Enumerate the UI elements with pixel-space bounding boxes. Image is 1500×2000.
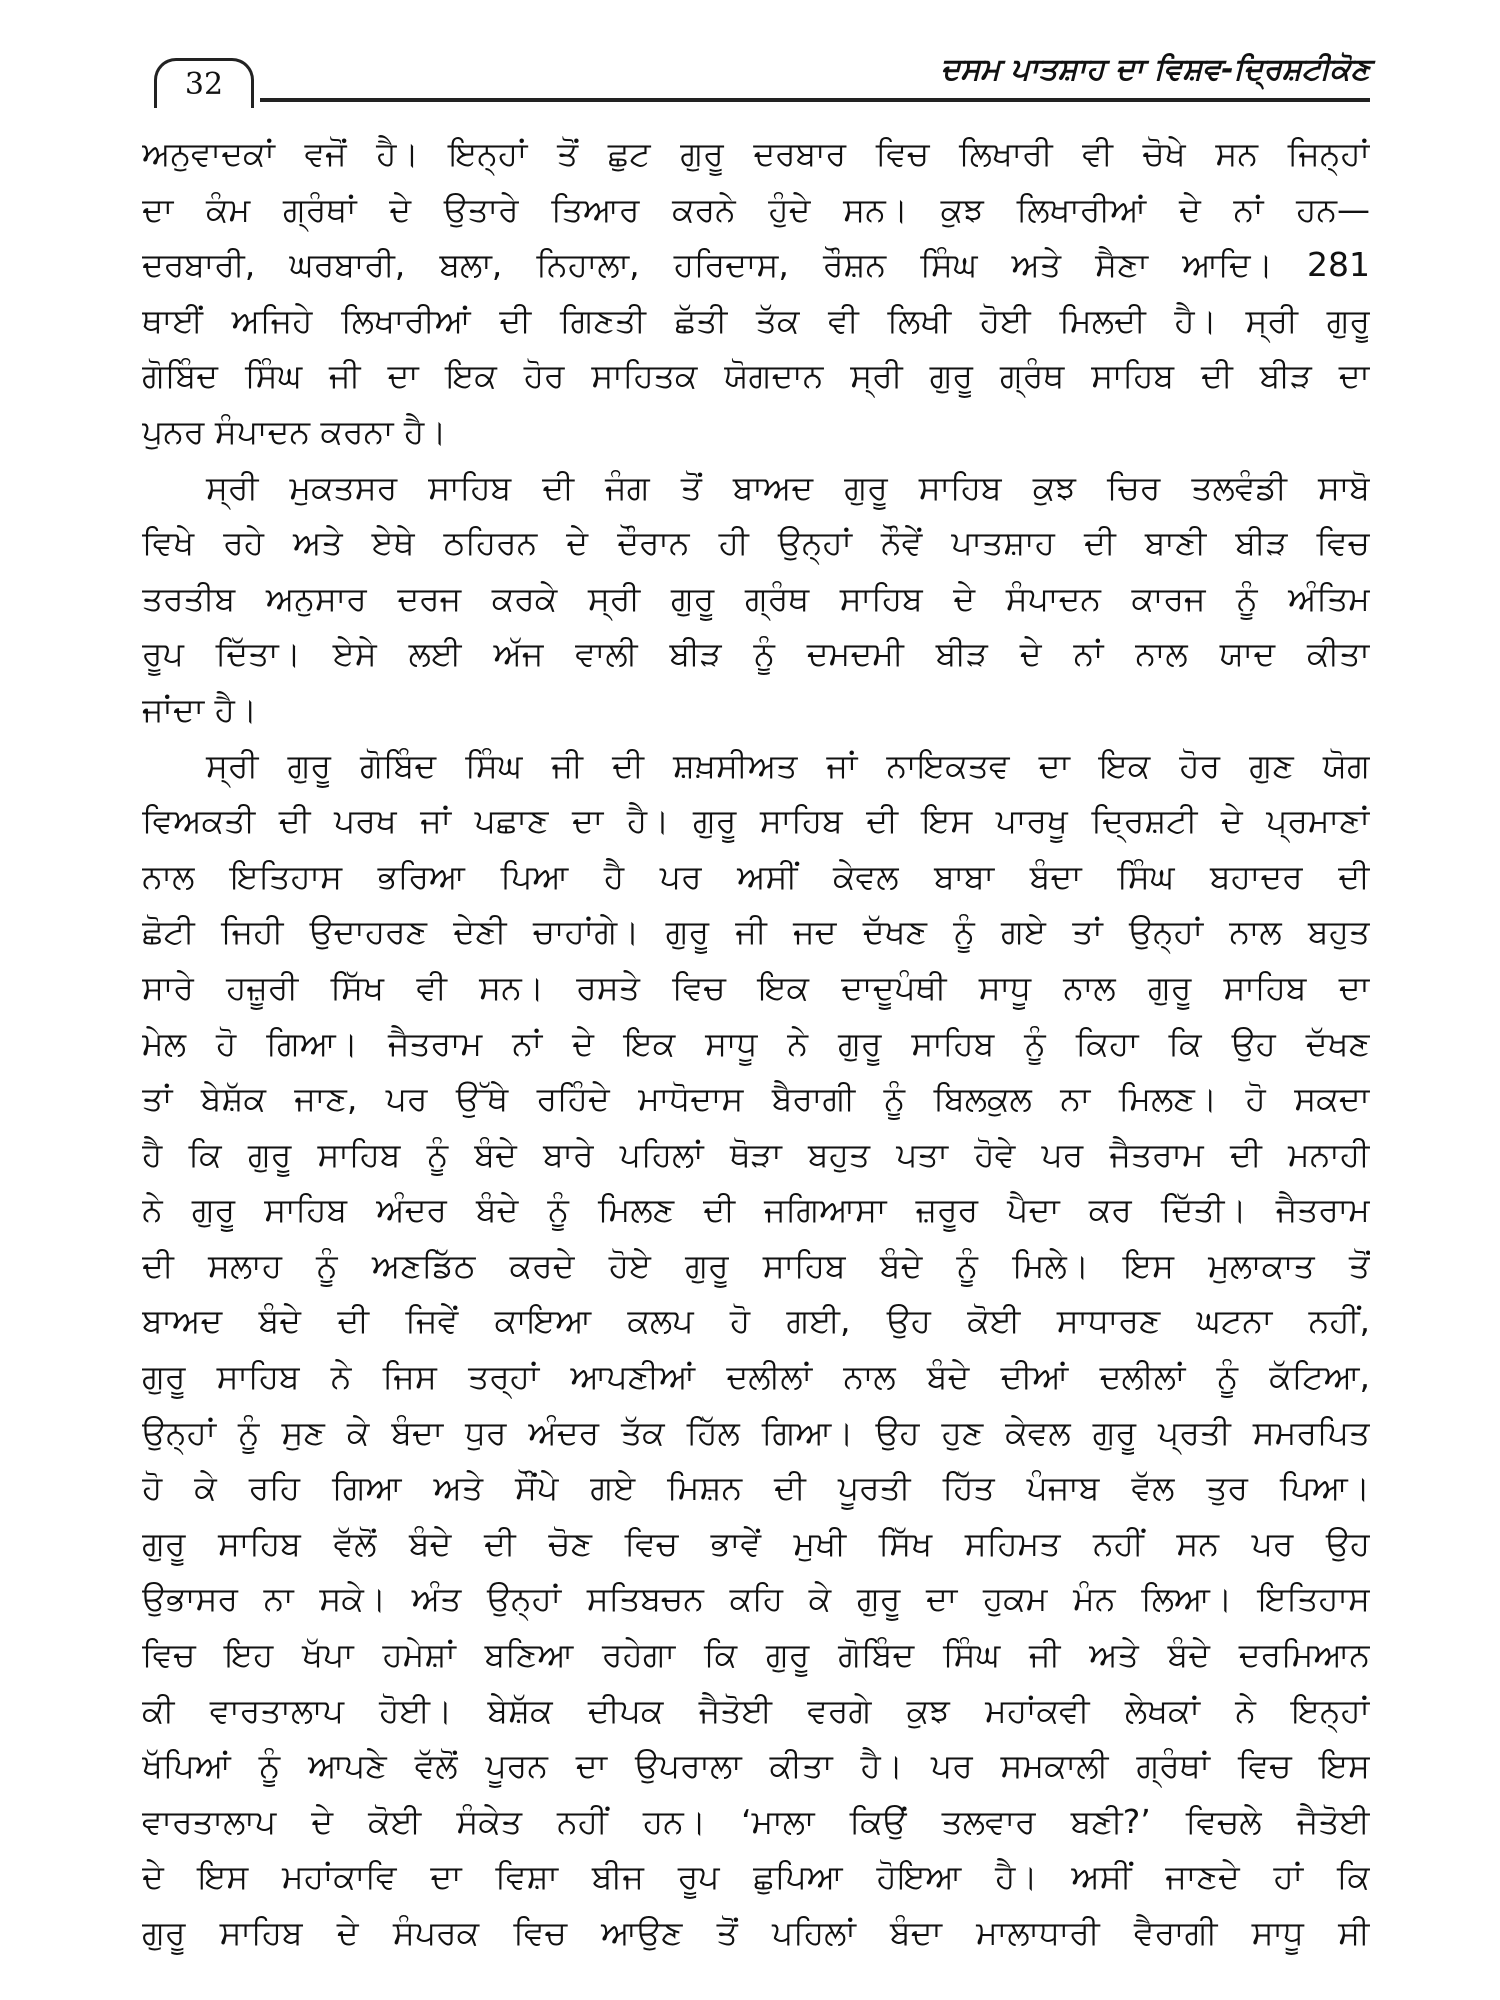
text-line: ਰੂਪ ਦਿੱਤਾ। ਏਸੇ ਲਈ ਅੱਜ ਵਾਲੀ ਬੀੜ ਨੂੰ ਦਮਦਮੀ ਬੀੜ ਦੇ ਨਾਂ ਨਾਲ ਯਾਦ ਕੀਤਾ: [142, 634, 1370, 674]
text-line: ਕੀ ਵਾਰਤਾਲਾਪ ਹੋਈ। ਬੇਸ਼ੱਕ ਦੀਪਕ ਜੈਤੋਈ ਵਰਗੇ ਕੁਝ ਮਹਾਂਕਵੀ ਲੇਖਕਾਂ ਨੇ ਇਨ੍ਹਾਂ: [142, 1690, 1370, 1730]
text-line: ਵਿਚ ਇਹ ਖੱਪਾ ਹਮੇਸ਼ਾਂ ਬਣਿਆ ਰਹੇਗਾ ਕਿ ਗੁਰੂ ਗੋਬਿੰਦ ਸਿੰਘ ਜੀ ਅਤੇ ਬੰਦੇ ਦਰਮਿਆਨ: [142, 1635, 1370, 1675]
text-line: ਖੱਪਿਆਂ ਨੂੰ ਆਪਣੇ ਵੱਲੋਂ ਪੂਰਨ ਦਾ ਉਪਰਾਲਾ ਕੀਤਾ ਹੈ। ਪਰ ਸਮਕਾਲੀ ਗ੍ਰੰਥਾਂ ਵਿਚ ਇਸ: [142, 1746, 1370, 1786]
text-line: ਗੁਰੂ ਸਾਹਿਬ ਦੇ ਸੰਪਰਕ ਵਿਚ ਆਉਣ ਤੋਂ ਪਹਿਲਾਂ ਬੰਦਾ ਮਾਲਾਧਾਰੀ ਵੈਰਾਗੀ ਸਾਧੂ ਸੀ: [142, 1913, 1370, 1952]
text-line: ਸ੍ਰੀ ਮੁਕਤਸਰ ਸਾਹਿਬ ਦੀ ਜੰਗ ਤੋਂ ਬਾਅਦ ਗੁਰੂ ਸਾਹਿਬ ਕੁਝ ਚਿਰ ਤਲਵੰਡੀ ਸਾਬੋ: [206, 467, 1370, 507]
text-line: ਗੁਰੂ ਸਾਹਿਬ ਨੇ ਜਿਸ ਤਰ੍ਹਾਂ ਆਪਣੀਆਂ ਦਲੀਲਾਂ ਨਾਲ ਬੰਦੇ ਦੀਆਂ ਦਲੀਲਾਂ ਨੂੰ ਕੱਟਿਆ,: [142, 1357, 1370, 1397]
text-line: ਸ੍ਰੀ ਗੁਰੂ ਗੋਬਿੰਦ ਸਿੰਘ ਜੀ ਦੀ ਸ਼ਖ਼ਸੀਅਤ ਜਾਂ ਨਾਇਕਤਵ ਦਾ ਇਕ ਹੋਰ ਗੁਣ ਯੋਗ: [206, 745, 1370, 785]
text-line: ਹੈ ਕਿ ਗੁਰੂ ਸਾਹਿਬ ਨੂੰ ਬੰਦੇ ਬਾਰੇ ਪਹਿਲਾਂ ਥੋੜਾ ਬਹੁਤ ਪਤਾ ਹੋਵੇ ਪਰ ਜੈਤਰਾਮ ਦੀ ਮਨਾਹੀ: [142, 1134, 1370, 1174]
text-line: ਗੁਰੂ ਸਾਹਿਬ ਵੱਲੋਂ ਬੰਦੇ ਦੀ ਚੋਣ ਵਿਚ ਭਾਵੇਂ ਮੁਖੀ ਸਿੱਖ ਸਹਿਮਤ ਨਹੀਂ ਸਨ ਪਰ ਉਹ: [142, 1523, 1370, 1563]
text-line: ਵਿਖੇ ਰਹੇ ਅਤੇ ਏਥੇ ਠਹਿਰਨ ਦੇ ਦੌਰਾਨ ਹੀ ਉਨ੍ਹਾਂ ਨੌਵੇਂ ਪਾਤਸ਼ਾਹ ਦੀ ਬਾਣੀ ਬੀੜ ਵਿਚ: [142, 523, 1370, 563]
text-line: ਪੁਨਰ ਸੰਪਾਦਨ ਕਰਨਾ ਹੈ।: [142, 411, 447, 451]
page-number: 32: [184, 67, 224, 102]
text-line: ਵਿਅਕਤੀ ਦੀ ਪਰਖ ਜਾਂ ਪਛਾਣ ਦਾ ਹੈ। ਗੁਰੂ ਸਾਹਿਬ ਦੀ ਇਸ ਪਾਰਖੂ ਦ੍ਰਿਸ਼ਟੀ ਦੇ ਪ੍ਰਮਾਣਾਂ: [142, 801, 1370, 841]
text-line: ਅਨੁਵਾਦਕਾਂ ਵਜੋਂ ਹੈ। ਇਨ੍ਹਾਂ ਤੋਂ ਛੁਟ ਗੁਰੂ ਦਰਬਾਰ ਵਿਚ ਲਿਖਾਰੀ ਵੀ ਚੋਖੇ ਸਨ ਜਿਨ੍ਹਾਂ: [142, 134, 1370, 173]
text-line: ਨੇ ਗੁਰੂ ਸਾਹਿਬ ਅੰਦਰ ਬੰਦੇ ਨੂੰ ਮਿਲਣ ਦੀ ਜਗਿਆਸਾ ਜ਼ਰੂਰ ਪੈਦਾ ਕਰ ਦਿੱਤੀ। ਜੈਤਰਾਮ: [142, 1190, 1370, 1230]
text-line: ਉਭਾਸਰ ਨਾ ਸਕੇ। ਅੰਤ ਉਨ੍ਹਾਂ ਸਤਿਬਚਨ ਕਹਿ ਕੇ ਗੁਰੂ ਦਾ ਹੁਕਮ ਮੰਨ ਲਿਆ। ਇਤਿਹਾਸ: [142, 1579, 1370, 1619]
text-line: ਥਾਈਂ ਅਜਿਹੇ ਲਿਖਾਰੀਆਂ ਦੀ ਗਿਣਤੀ ਛੱਤੀ ਤੱਕ ਵੀ ਲਿਖੀ ਹੋਈ ਮਿਲਦੀ ਹੈ। ਸ੍ਰੀ ਗੁਰੂ: [142, 300, 1370, 340]
text-line: ਵਾਰਤਾਲਾਪ ਦੇ ਕੋਈ ਸੰਕੇਤ ਨਹੀਂ ਹਨ। ‘ਮਾਲਾ ਕਿਉਂ ਤਲਵਾਰ ਬਣੀ?’ ਵਿਚਲੇ ਜੈਤੋਈ: [142, 1801, 1370, 1841]
header-rule: [260, 98, 1370, 102]
text-line: ਨਾਲ ਇਤਿਹਾਸ ਭਰਿਆ ਪਿਆ ਹੈ ਪਰ ਅਸੀਂ ਕੇਵਲ ਬਾਬਾ ਬੰਦਾ ਸਿੰਘ ਬਹਾਦਰ ਦੀ: [142, 856, 1370, 896]
page-number-frame: [154, 58, 254, 108]
text-line: ਸਾਰੇ ਹਜ਼ੂਰੀ ਸਿੱਖ ਵੀ ਸਨ। ਰਸਤੇ ਵਿਚ ਇਕ ਦਾਦੂਪੰਥੀ ਸਾਧੂ ਨਾਲ ਗੁਰੂ ਸਾਹਿਬ ਦਾ: [142, 967, 1370, 1007]
text-line: ਹੋ ਕੇ ਰਹਿ ਗਿਆ ਅਤੇ ਸੌਂਪੇ ਗਏ ਮਿਸ਼ਨ ਦੀ ਪੂਰਤੀ ਹਿੱਤ ਪੰਜਾਬ ਵੱਲ ਤੁਰ ਪਿਆ।: [142, 1468, 1370, 1508]
text-line: ਤਾਂ ਬੇਸ਼ੱਕ ਜਾਣ, ਪਰ ਉੱਥੇ ਰਹਿੰਦੇ ਮਾਧੋਦਾਸ ਬੈਰਾਗੀ ਨੂੰ ਬਿਲਕੁਲ ਨਾ ਮਿਲਣ। ਹੋ ਸਕਦਾ: [142, 1079, 1370, 1119]
text-line: ਤਰਤੀਬ ਅਨੁਸਾਰ ਦਰਜ ਕਰਕੇ ਸ੍ਰੀ ਗੁਰੂ ਗ੍ਰੰਥ ਸਾਹਿਬ ਦੇ ਸੰਪਾਦਨ ਕਾਰਜ ਨੂੰ ਅੰਤਿਮ: [142, 578, 1370, 618]
text-line: ਜਾਂਦਾ ਹੈ।: [142, 689, 258, 729]
text-line: ਦੇ ਇਸ ਮਹਾਂਕਾਵਿ ਦਾ ਵਿਸ਼ਾ ਬੀਜ ਰੂਪ ਛੁਪਿਆ ਹੋਇਆ ਹੈ। ਅਸੀਂ ਜਾਣਦੇ ਹਾਂ ਕਿ: [142, 1857, 1370, 1897]
body-text: [142, 126, 1370, 1961]
text-line: ਮੇਲ ਹੋ ਗਿਆ। ਜੈਤਰਾਮ ਨਾਂ ਦੇ ਇਕ ਸਾਧੂ ਨੇ ਗੁਰੂ ਸਾਹਿਬ ਨੂੰ ਕਿਹਾ ਕਿ ਉਹ ਦੱਖਣ: [142, 1023, 1370, 1063]
text-line: ਦਾ ਕੰਮ ਗ੍ਰੰਥਾਂ ਦੇ ਉਤਾਰੇ ਤਿਆਰ ਕਰਨੇ ਹੁੰਦੇ ਸਨ। ਕੁਝ ਲਿਖਾਰੀਆਂ ਦੇ ਨਾਂ ਹਨ—: [142, 189, 1370, 229]
text-line: ਦਰਬਾਰੀ, ਘਰਬਾਰੀ, ਬਲਾ, ਨਿਹਾਲਾ, ਹਰਿਦਾਸ, ਰੌਸ਼ਨ ਸਿੰਘ ਅਤੇ ਸੈਣਾ ਆਦਿ। 281: [142, 245, 1370, 285]
text-line: ਛੋਟੀ ਜਿਹੀ ਉਦਾਹਰਣ ਦੇਣੀ ਚਾਹਾਂਗੇ। ਗੁਰੂ ਜੀ ਜਦ ਦੱਖਣ ਨੂੰ ਗਏ ਤਾਂ ਉਨ੍ਹਾਂ ਨਾਲ ਬਹੁਤ: [142, 912, 1370, 952]
text-line: ਉਨ੍ਹਾਂ ਨੂੰ ਸੁਣ ਕੇ ਬੰਦਾ ਧੁਰ ਅੰਦਰ ਤੱਕ ਹਿੱਲ ਗਿਆ। ਉਹ ਹੁਣ ਕੇਵਲ ਗੁਰੂ ਪ੍ਰਤੀ ਸਮਰਪਿਤ: [142, 1412, 1370, 1452]
text-line: ਗੋਬਿੰਦ ਸਿੰਘ ਜੀ ਦਾ ਇਕ ਹੋਰ ਸਾਹਿਤਕ ਯੋਗਦਾਨ ਸ੍ਰੀ ਗੁਰੂ ਗ੍ਰੰਥ ਸਾਹਿਬ ਦੀ ਬੀੜ ਦਾ: [142, 356, 1370, 396]
running-title: ਦਸਮ ਪਾਤਸ਼ਾਹ ਦਾ ਵਿਸ਼ਵ-ਦ੍ਰਿਸ਼ਟੀਕੋਣ: [940, 52, 1370, 87]
text-line: ਦੀ ਸਲਾਹ ਨੂੰ ਅਣਡਿੱਠ ਕਰਦੇ ਹੋਏ ਗੁਰੂ ਸਾਹਿਬ ਬੰਦੇ ਨੂੰ ਮਿਲੇ। ਇਸ ਮੁਲਾਕਾਤ ਤੋਂ: [142, 1245, 1370, 1285]
text-line: ਬਾਅਦ ਬੰਦੇ ਦੀ ਜਿਵੇਂ ਕਾਇਆ ਕਲਪ ਹੋ ਗਈ, ਉਹ ਕੋਈ ਸਾਧਾਰਣ ਘਟਨਾ ਨਹੀਂ,: [142, 1301, 1370, 1341]
running-header: [140, 52, 1370, 112]
